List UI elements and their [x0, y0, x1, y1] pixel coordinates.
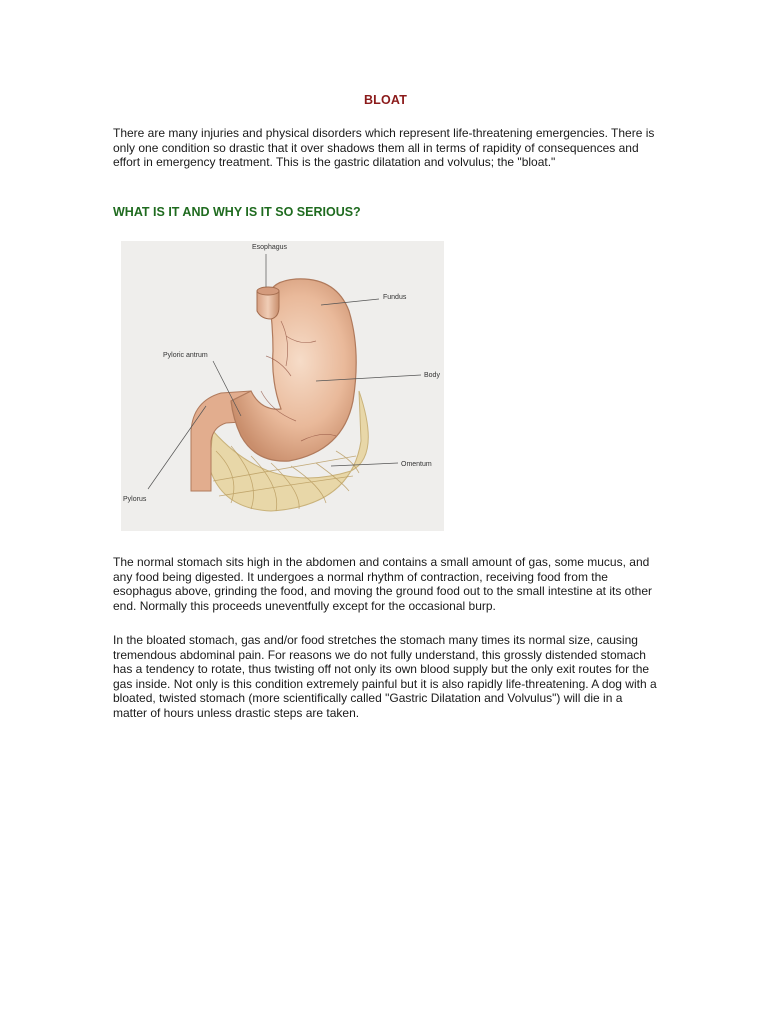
- label-fundus: Fundus: [383, 294, 407, 301]
- normal-stomach-paragraph: The normal stomach sits high in the abdomen and contains a small amount of gas, some mucus, and any food being digested. It undergoes a normal rhythm of contraction, receiving food from the esophagus above, grinding the food, and moving the ground food out to the small intestine at its other end. Normally this proceeds uneventfully except for the occasional burp.: [113, 555, 653, 613]
- stomach-body: [231, 279, 356, 461]
- label-pylorus: Pylorus: [123, 496, 147, 503]
- label-body: Body: [424, 372, 440, 379]
- label-pyloric-antrum: Pyloric antrum: [163, 352, 208, 359]
- section-heading: WHAT IS IT AND WHY IS IT SO SERIOUS?: [113, 205, 361, 219]
- bloated-stomach-paragraph: In the bloated stomach, gas and/or food stretches the stomach many times its normal size, causing tremendous abdominal pain. For reasons we do not fully understand, this grossly distended stomach has a tendency to rotate, thus twisting off not only its own blood supply but the only exit routes for the gas inside. Not only is this condition extremely painful but it is also rapidly life-threatening. A dog with a bloated, twisted stomach (more scientifically called "Gastric Dilatation and Volvulus") will die in a matter of hours unless drastic steps are taken.: [113, 633, 657, 720]
- intro-paragraph: There are many injuries and physical disorders which represent life-threatening emergencies. There is only one condition so drastic that it over shadows them all in terms of rapidity of consequences and effort in emergency treatment. This is the gastric dilatation and volvulus; the "bloat.": [113, 126, 655, 170]
- stomach-anatomy-illustration: [121, 241, 444, 531]
- label-esophagus: Esophagus: [252, 244, 288, 251]
- label-omentum: Omentum: [401, 461, 432, 468]
- document-title: BLOAT: [363, 93, 408, 107]
